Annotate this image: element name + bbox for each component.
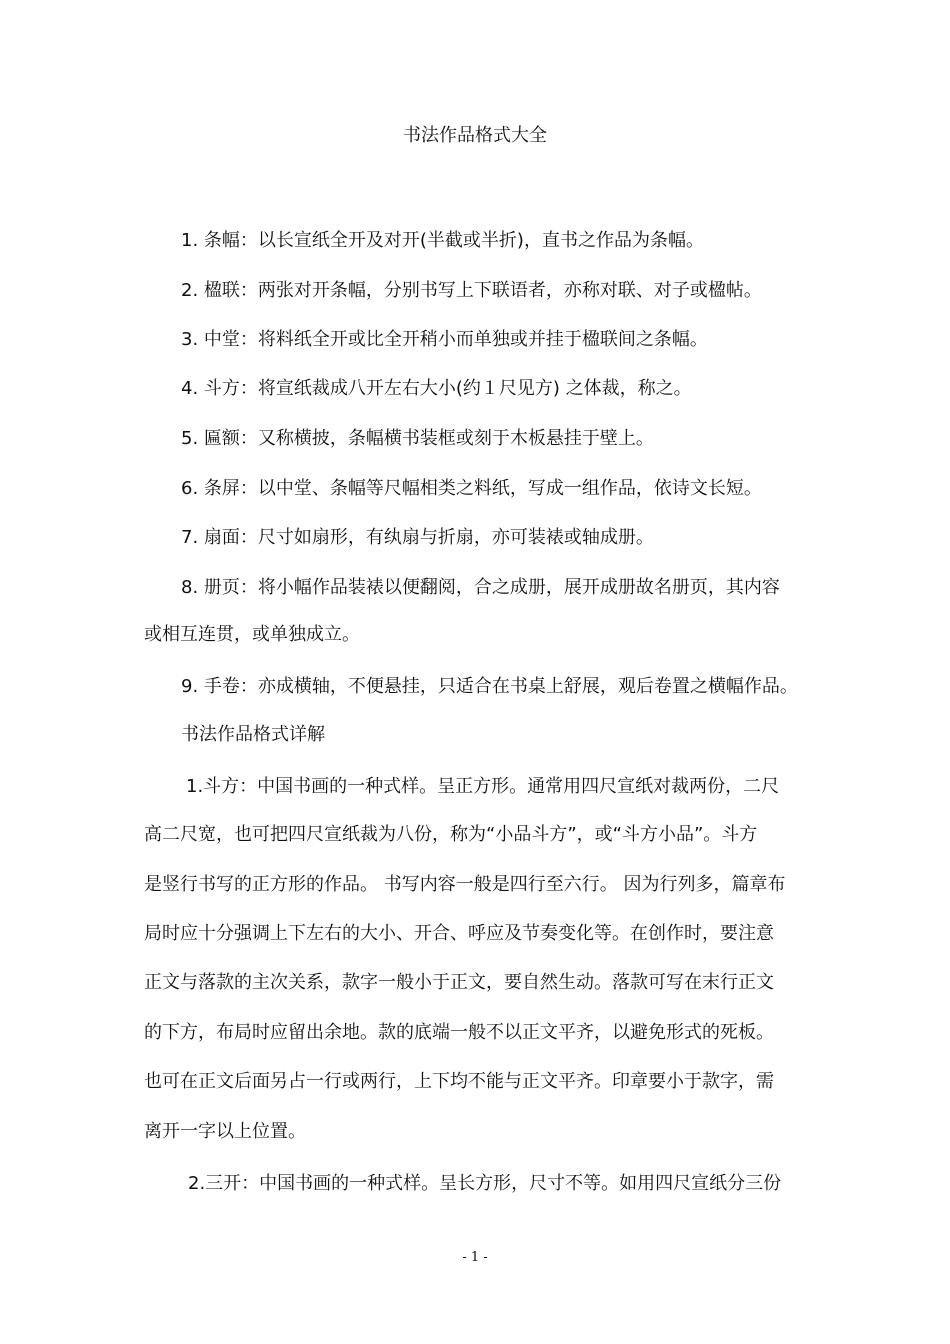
section1-paragraph-line: 局时应十分强调上下左右的大小、开合、呼应及节奏变化等。在创作时，要注意 [144,923,774,944]
section1-paragraph-line: 正文与落款的主次关系，款字一般小于正文，要自然生动。落款可写在末行正文 [144,972,774,993]
list-item: 5. 匾额：又称横披，条幅横书装框或刻于木板悬挂于壁上。 [181,428,654,449]
page-number: - 1 - [462,1250,488,1265]
list-item: 4. 斗方：将宣纸裁成八开左右大小(约１尺见方) 之体裁，称之。 [181,378,692,399]
section1-paragraph-line: 也可在正文后面另占一行或两行，上下均不能与正文平齐。印章要小于款字，需 [144,1071,774,1092]
section1-paragraph-line: 是竖行书写的正方形的作品。 书写内容一般是四行至六行。 因为行列多，篇章布 [144,874,786,895]
section1-paragraph-last-line: 离开一字以上位置。 [144,1121,306,1142]
section2-paragraph-line: 2.三开：中国书画的一种式样。呈长方形，尺寸不等。如用四尺宣纸分三份 [188,1173,782,1194]
document-title: 书法作品格式大全 [403,125,547,146]
section1-paragraph-line: 高二尺宽，也可把四尺宣纸裁为八份，称为“小品斗方”，或“斗方小品”。斗方 [144,824,758,845]
list-item: 6. 条屏：以中堂、条幅等尺幅相类之料纸，写成一组作品，依诗文长短。 [181,478,762,499]
section1-paragraph-line: 的下方，布局时应留出余地。款的底端一般不以正文平齐，以避免形式的死板。 [144,1022,774,1043]
list-item: 1. 条幅：以长宣纸全开及对开(半截或半折)，直书之作品为条幅。 [181,230,704,251]
section1-paragraph-line: 1.斗方：中国书画的一种式样。呈正方形。通常用四尺宣纸对裁两份，二尺 [186,776,780,797]
section-subtitle: 书法作品格式详解 [181,724,325,745]
list-item: 3. 中堂：将料纸全开或比全开稍小而单独或并挂于楹联间之条幅。 [181,329,708,350]
list-item: 7. 扇面：尺寸如扇形，有纨扇与折扇，亦可装裱或轴成册。 [181,527,654,548]
list-item-8-line-1: 8. 册页：将小幅作品装裱以便翻阅，合之成册，展开成册故名册页，其内容 [181,577,780,598]
list-item-8-line-2: 或相互连贯，或单独成立。 [144,624,360,645]
list-item-9: 9. 手卷：亦成横轴，不便悬挂，只适合在书桌上舒展，观后卷置之横幅作品。 [181,676,798,697]
list-item: 2. 楹联：两张对开条幅，分别书写上下联语者，亦称对联、对子或楹帖。 [181,280,762,301]
